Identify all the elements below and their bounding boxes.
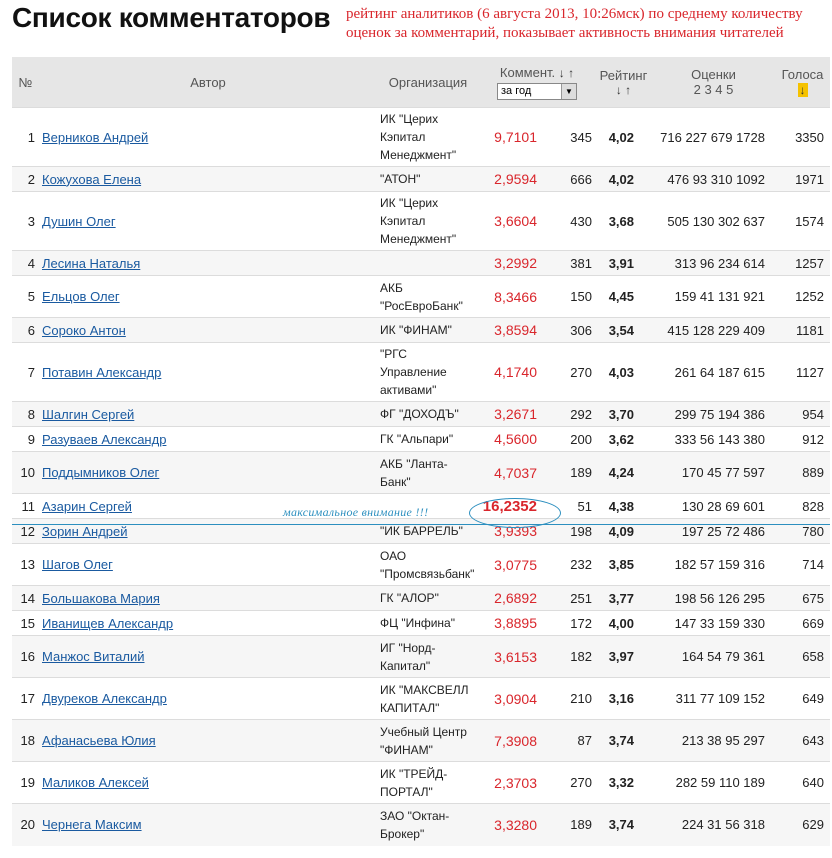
table-row <box>12 762 830 804</box>
rating-value: 4,09 <box>595 519 652 544</box>
table-row <box>12 108 830 167</box>
comments-count: 182 <box>549 636 595 678</box>
comments-count: 189 <box>549 452 595 494</box>
organization-cell: АКБ "Ланта-Банк" <box>377 452 479 494</box>
table-row <box>12 276 830 318</box>
comments-ratio: 4,5600 <box>479 427 549 452</box>
row-number: 12 <box>12 519 39 544</box>
scores-values: 224 31 56 318 <box>652 804 775 846</box>
author-cell <box>39 720 377 762</box>
table-row <box>12 804 830 846</box>
scores-values: 476 93 310 1092 <box>652 167 775 192</box>
organization-cell: ГК "АЛОР" <box>377 586 479 611</box>
author-link[interactable]: Маликов Алексей <box>42 775 149 790</box>
author-link[interactable]: Лесина Наталья <box>42 255 141 271</box>
period-select[interactable] <box>497 83 577 100</box>
rating-value: 4,45 <box>595 276 652 318</box>
author-link[interactable]: Чернега Максим <box>42 817 142 833</box>
author-cell <box>39 636 377 678</box>
rating-value: 3,97 <box>595 636 652 678</box>
votes-value: 954 <box>775 402 830 427</box>
author-link[interactable]: Манжос Виталий <box>42 649 145 664</box>
chevron-down-icon[interactable]: ▼ <box>561 84 576 99</box>
row-number: 2 <box>12 167 39 192</box>
author-cell <box>39 167 377 192</box>
rating-value: 4,24 <box>595 452 652 494</box>
period-select-value: за год <box>501 84 532 97</box>
author-cell <box>39 452 377 494</box>
row-number: 7 <box>12 343 39 402</box>
rating-value: 4,02 <box>595 108 652 167</box>
comments-ratio: 3,0775 <box>479 544 549 586</box>
row-number: 9 <box>12 427 39 452</box>
author-link[interactable]: Поддымников Олег <box>42 465 160 480</box>
col-author-header: Автор <box>39 57 377 108</box>
scores-values: 299 75 194 386 <box>652 402 775 427</box>
table-row <box>12 586 830 611</box>
votes-value: 629 <box>775 804 830 846</box>
organization-cell: ЗАО "Октан-Брокер" <box>377 804 479 846</box>
comments-count: 430 <box>549 192 595 251</box>
table-body <box>12 108 830 846</box>
organization-cell: "АТОН" <box>377 167 479 192</box>
organization-cell: "РГС Управление активами" <box>377 343 479 402</box>
comments-count: 292 <box>549 402 595 427</box>
author-cell <box>39 276 377 318</box>
comments-ratio: 8,3466 <box>479 276 549 318</box>
rating-value: 4,03 <box>595 343 652 402</box>
votes-value: 912 <box>775 427 830 452</box>
author-link[interactable]: Сороко Антон <box>42 322 126 338</box>
comments-count: 51 <box>549 494 595 519</box>
rating-value: 3,54 <box>595 318 652 343</box>
scores-values: 170 45 77 597 <box>652 452 775 494</box>
author-cell <box>39 678 377 720</box>
commentators-table <box>12 57 830 846</box>
table-row <box>12 167 830 192</box>
rating-value: 3,16 <box>595 678 652 720</box>
organization-cell: ГК "Альпари" <box>377 427 479 452</box>
table-row <box>12 192 830 251</box>
votes-sort-active[interactable]: ↓ <box>799 83 806 97</box>
rating-sort-arrows[interactable]: ↓ ↑ <box>615 82 632 97</box>
rating-value: 3,74 <box>595 720 652 762</box>
row-number: 17 <box>12 678 39 720</box>
comments-ratio: 3,2671 <box>479 402 549 427</box>
rating-value: 3,68 <box>595 192 652 251</box>
organization-cell: ОАО "Промсвязьбанк" <box>377 544 479 586</box>
table-row <box>12 544 830 586</box>
row-number: 16 <box>12 636 39 678</box>
table-row <box>12 611 830 636</box>
comments-count: 200 <box>549 427 595 452</box>
author-link[interactable]: Зорин Андрей <box>42 523 128 539</box>
row-number: 3 <box>12 192 39 251</box>
col-num-header: № <box>12 57 39 108</box>
table-row <box>12 427 830 452</box>
votes-value: 889 <box>775 452 830 494</box>
author-cell <box>39 427 377 452</box>
scores-values: 159 41 131 921 <box>652 276 775 318</box>
votes-value: 780 <box>775 519 830 544</box>
comments-count: 381 <box>549 251 595 276</box>
rating-note: рейтинг аналитиков (6 августа 2013, 10:26мск) по среднему количеству оценок за комментарий, показывает активность внимания читателей <box>346 6 803 41</box>
votes-value: 640 <box>775 762 830 804</box>
votes-value: 3350 <box>775 108 830 167</box>
comments-ratio: 2,3703 <box>479 762 549 804</box>
comments-count: 251 <box>549 586 595 611</box>
scores-values: 164 54 79 361 <box>652 636 775 678</box>
organization-cell: ФЦ "Инфина" <box>377 611 479 636</box>
rating-value: 3,70 <box>595 402 652 427</box>
author-cell <box>39 804 377 846</box>
author-cell <box>39 192 377 251</box>
rating-value: 3,74 <box>595 804 652 846</box>
votes-value: 828 <box>775 494 830 519</box>
author-link[interactable]: Азарин Сергей <box>42 498 132 514</box>
votes-value: 1181 <box>775 318 830 343</box>
comments-count: 150 <box>549 276 595 318</box>
comments-count: 345 <box>549 108 595 167</box>
comments-ratio: 3,9393 <box>479 519 549 544</box>
author-link[interactable]: Потавин Александр <box>42 364 162 380</box>
author-link[interactable]: Разуваев Александр <box>42 431 167 447</box>
scores-values: 261 64 187 615 <box>652 343 775 402</box>
organization-cell: ИК "ТРЕЙД-ПОРТАЛ" <box>377 762 479 804</box>
scores-values: 333 56 143 380 <box>652 427 775 452</box>
author-link[interactable]: Душин Олег <box>42 213 116 229</box>
organization-cell <box>377 251 479 276</box>
comments-ratio: 2,6892 <box>479 586 549 611</box>
comments-ratio: 7,3908 <box>479 720 549 762</box>
comments-count: 666 <box>549 167 595 192</box>
votes-value: 658 <box>775 636 830 678</box>
organization-cell: Учебный Центр "ФИНАМ" <box>377 720 479 762</box>
scores-values: 198 56 126 295 <box>652 586 775 611</box>
col-org-header: Организация <box>377 57 479 108</box>
rating-value: 4,00 <box>595 611 652 636</box>
scores-values: 147 33 159 330 <box>652 611 775 636</box>
comments-count: 189 <box>549 804 595 846</box>
organization-cell: ИГ "Норд-Капитал" <box>377 636 479 678</box>
row-number: 10 <box>12 452 39 494</box>
author-link[interactable]: Кожухова Елена <box>42 171 142 187</box>
author-cell <box>39 544 377 586</box>
table-row <box>12 519 830 544</box>
author-link[interactable]: Большакова Мария <box>42 590 160 606</box>
row-number: 20 <box>12 804 39 846</box>
comments-ratio: 4,7037 <box>479 452 549 494</box>
scores-values: 415 128 229 409 <box>652 318 775 343</box>
comments-ratio: 3,8895 <box>479 611 549 636</box>
author-link[interactable]: Афанасьева Юлия <box>42 733 156 748</box>
row-number: 4 <box>12 251 39 276</box>
comments-count: 172 <box>549 611 595 636</box>
rating-value: 3,77 <box>595 586 652 611</box>
table-row <box>12 402 830 427</box>
comments-count: 270 <box>549 343 595 402</box>
comments-ratio: 3,6153 <box>479 636 549 678</box>
scores-sub-label: 2 3 4 5 <box>693 82 734 97</box>
comments-label: Коммент. <box>499 64 556 80</box>
rating-label: Рейтинг <box>599 67 648 83</box>
scores-values: 716 227 679 1728 <box>652 108 775 167</box>
votes-label: Голоса <box>781 67 824 82</box>
author-cell <box>39 343 377 402</box>
votes-value: 1971 <box>775 167 830 192</box>
table-row <box>12 318 830 343</box>
col-comments-header <box>479 57 595 108</box>
author-cell <box>39 762 377 804</box>
row-number: 18 <box>12 720 39 762</box>
organization-cell: "ИК БАРРЕЛЬ" <box>377 519 479 544</box>
comments-count: 210 <box>549 678 595 720</box>
rating-value: 3,91 <box>595 251 652 276</box>
highlight-underline <box>12 524 830 525</box>
votes-value: 649 <box>775 678 830 720</box>
votes-value: 675 <box>775 586 830 611</box>
author-link[interactable]: Шалгин Сергей <box>42 406 135 422</box>
scores-values: 282 59 110 189 <box>652 762 775 804</box>
comments-ratio: 9,7101 <box>479 108 549 167</box>
scores-values: 213 38 95 297 <box>652 720 775 762</box>
scores-values: 130 28 69 601 <box>652 494 775 519</box>
table-row <box>12 678 830 720</box>
scores-values: 505 130 302 637 <box>652 192 775 251</box>
comments-ratio: 16,2352 <box>479 494 549 519</box>
votes-value: 669 <box>775 611 830 636</box>
scores-values: 197 25 72 486 <box>652 519 775 544</box>
author-cell <box>39 519 377 544</box>
author-link[interactable]: Шагов Олег <box>42 557 113 572</box>
table-header-row <box>12 57 830 108</box>
organization-cell: АКБ "РосЕвроБанк" <box>377 276 479 318</box>
page-title: Список комментаторов <box>12 2 331 33</box>
organization-cell: ИК "ФИНАМ" <box>377 318 479 343</box>
row-number: 5 <box>12 276 39 318</box>
comments-ratio: 3,3280 <box>479 804 549 846</box>
comments-count: 232 <box>549 544 595 586</box>
comments-ratio: 3,8594 <box>479 318 549 343</box>
row-number: 6 <box>12 318 39 343</box>
comments-ratio: 3,0904 <box>479 678 549 720</box>
highlight-oval <box>469 498 561 528</box>
row-number: 14 <box>12 586 39 611</box>
scores-values: 311 77 109 152 <box>652 678 775 720</box>
table-row <box>12 452 830 494</box>
votes-value: 714 <box>775 544 830 586</box>
row-number: 19 <box>12 762 39 804</box>
comments-sort-arrows[interactable]: ↓ ↑ <box>558 65 575 80</box>
organization-cell: ФГ "ДОХОДЪ" <box>377 402 479 427</box>
comments-ratio: 2,9594 <box>479 167 549 192</box>
scores-values: 182 57 159 316 <box>652 544 775 586</box>
author-link[interactable]: Иванищев Александр <box>42 615 174 631</box>
comments-ratio: 3,6604 <box>479 192 549 251</box>
comments-count: 87 <box>549 720 595 762</box>
table-row <box>12 720 830 762</box>
votes-value: 1127 <box>775 343 830 402</box>
comments-ratio: 3,2992 <box>479 251 549 276</box>
rating-value: 3,32 <box>595 762 652 804</box>
table-row <box>12 636 830 678</box>
author-cell <box>39 108 377 167</box>
scores-label: Оценки <box>691 67 736 82</box>
comments-ratio: 4,1740 <box>479 343 549 402</box>
table-row <box>12 251 830 276</box>
organization-cell: ИК "Церих Кэпитал Менеджмент" <box>377 108 479 167</box>
rating-value: 4,38 <box>595 494 652 519</box>
comments-count: 270 <box>549 762 595 804</box>
rating-value: 3,62 <box>595 427 652 452</box>
author-link[interactable]: Двуреков Александр <box>42 691 167 706</box>
col-votes-header <box>775 57 830 108</box>
max-attention-annotation: максимальное внимание !!! <box>283 505 429 519</box>
comments-count: 198 <box>549 519 595 544</box>
votes-value: 1252 <box>775 276 830 318</box>
rating-value: 3,85 <box>595 544 652 586</box>
author-cell <box>39 586 377 611</box>
row-number: 11 <box>12 494 39 519</box>
comments-count: 306 <box>549 318 595 343</box>
author-link[interactable]: Ельцов Олег <box>42 289 120 304</box>
row-number: 13 <box>12 544 39 586</box>
row-number: 15 <box>12 611 39 636</box>
author-cell <box>39 611 377 636</box>
scores-values: 313 96 234 614 <box>652 251 775 276</box>
organization-cell: ИК "Церих Кэпитал Менеджмент" <box>377 192 479 251</box>
row-number: 8 <box>12 402 39 427</box>
organization-cell: ИК "МАКСВЕЛЛ КАПИТАЛ" <box>377 678 479 720</box>
votes-value: 1574 <box>775 192 830 251</box>
author-link[interactable]: Верников Андрей <box>42 129 149 145</box>
votes-value: 643 <box>775 720 830 762</box>
table-row <box>12 343 830 402</box>
author-cell <box>39 251 377 276</box>
votes-value: 1257 <box>775 251 830 276</box>
rating-value: 4,02 <box>595 167 652 192</box>
col-rating-header <box>595 57 652 108</box>
row-number: 1 <box>12 108 39 167</box>
author-cell <box>39 402 377 427</box>
col-scores-header <box>652 57 775 108</box>
author-cell <box>39 318 377 343</box>
